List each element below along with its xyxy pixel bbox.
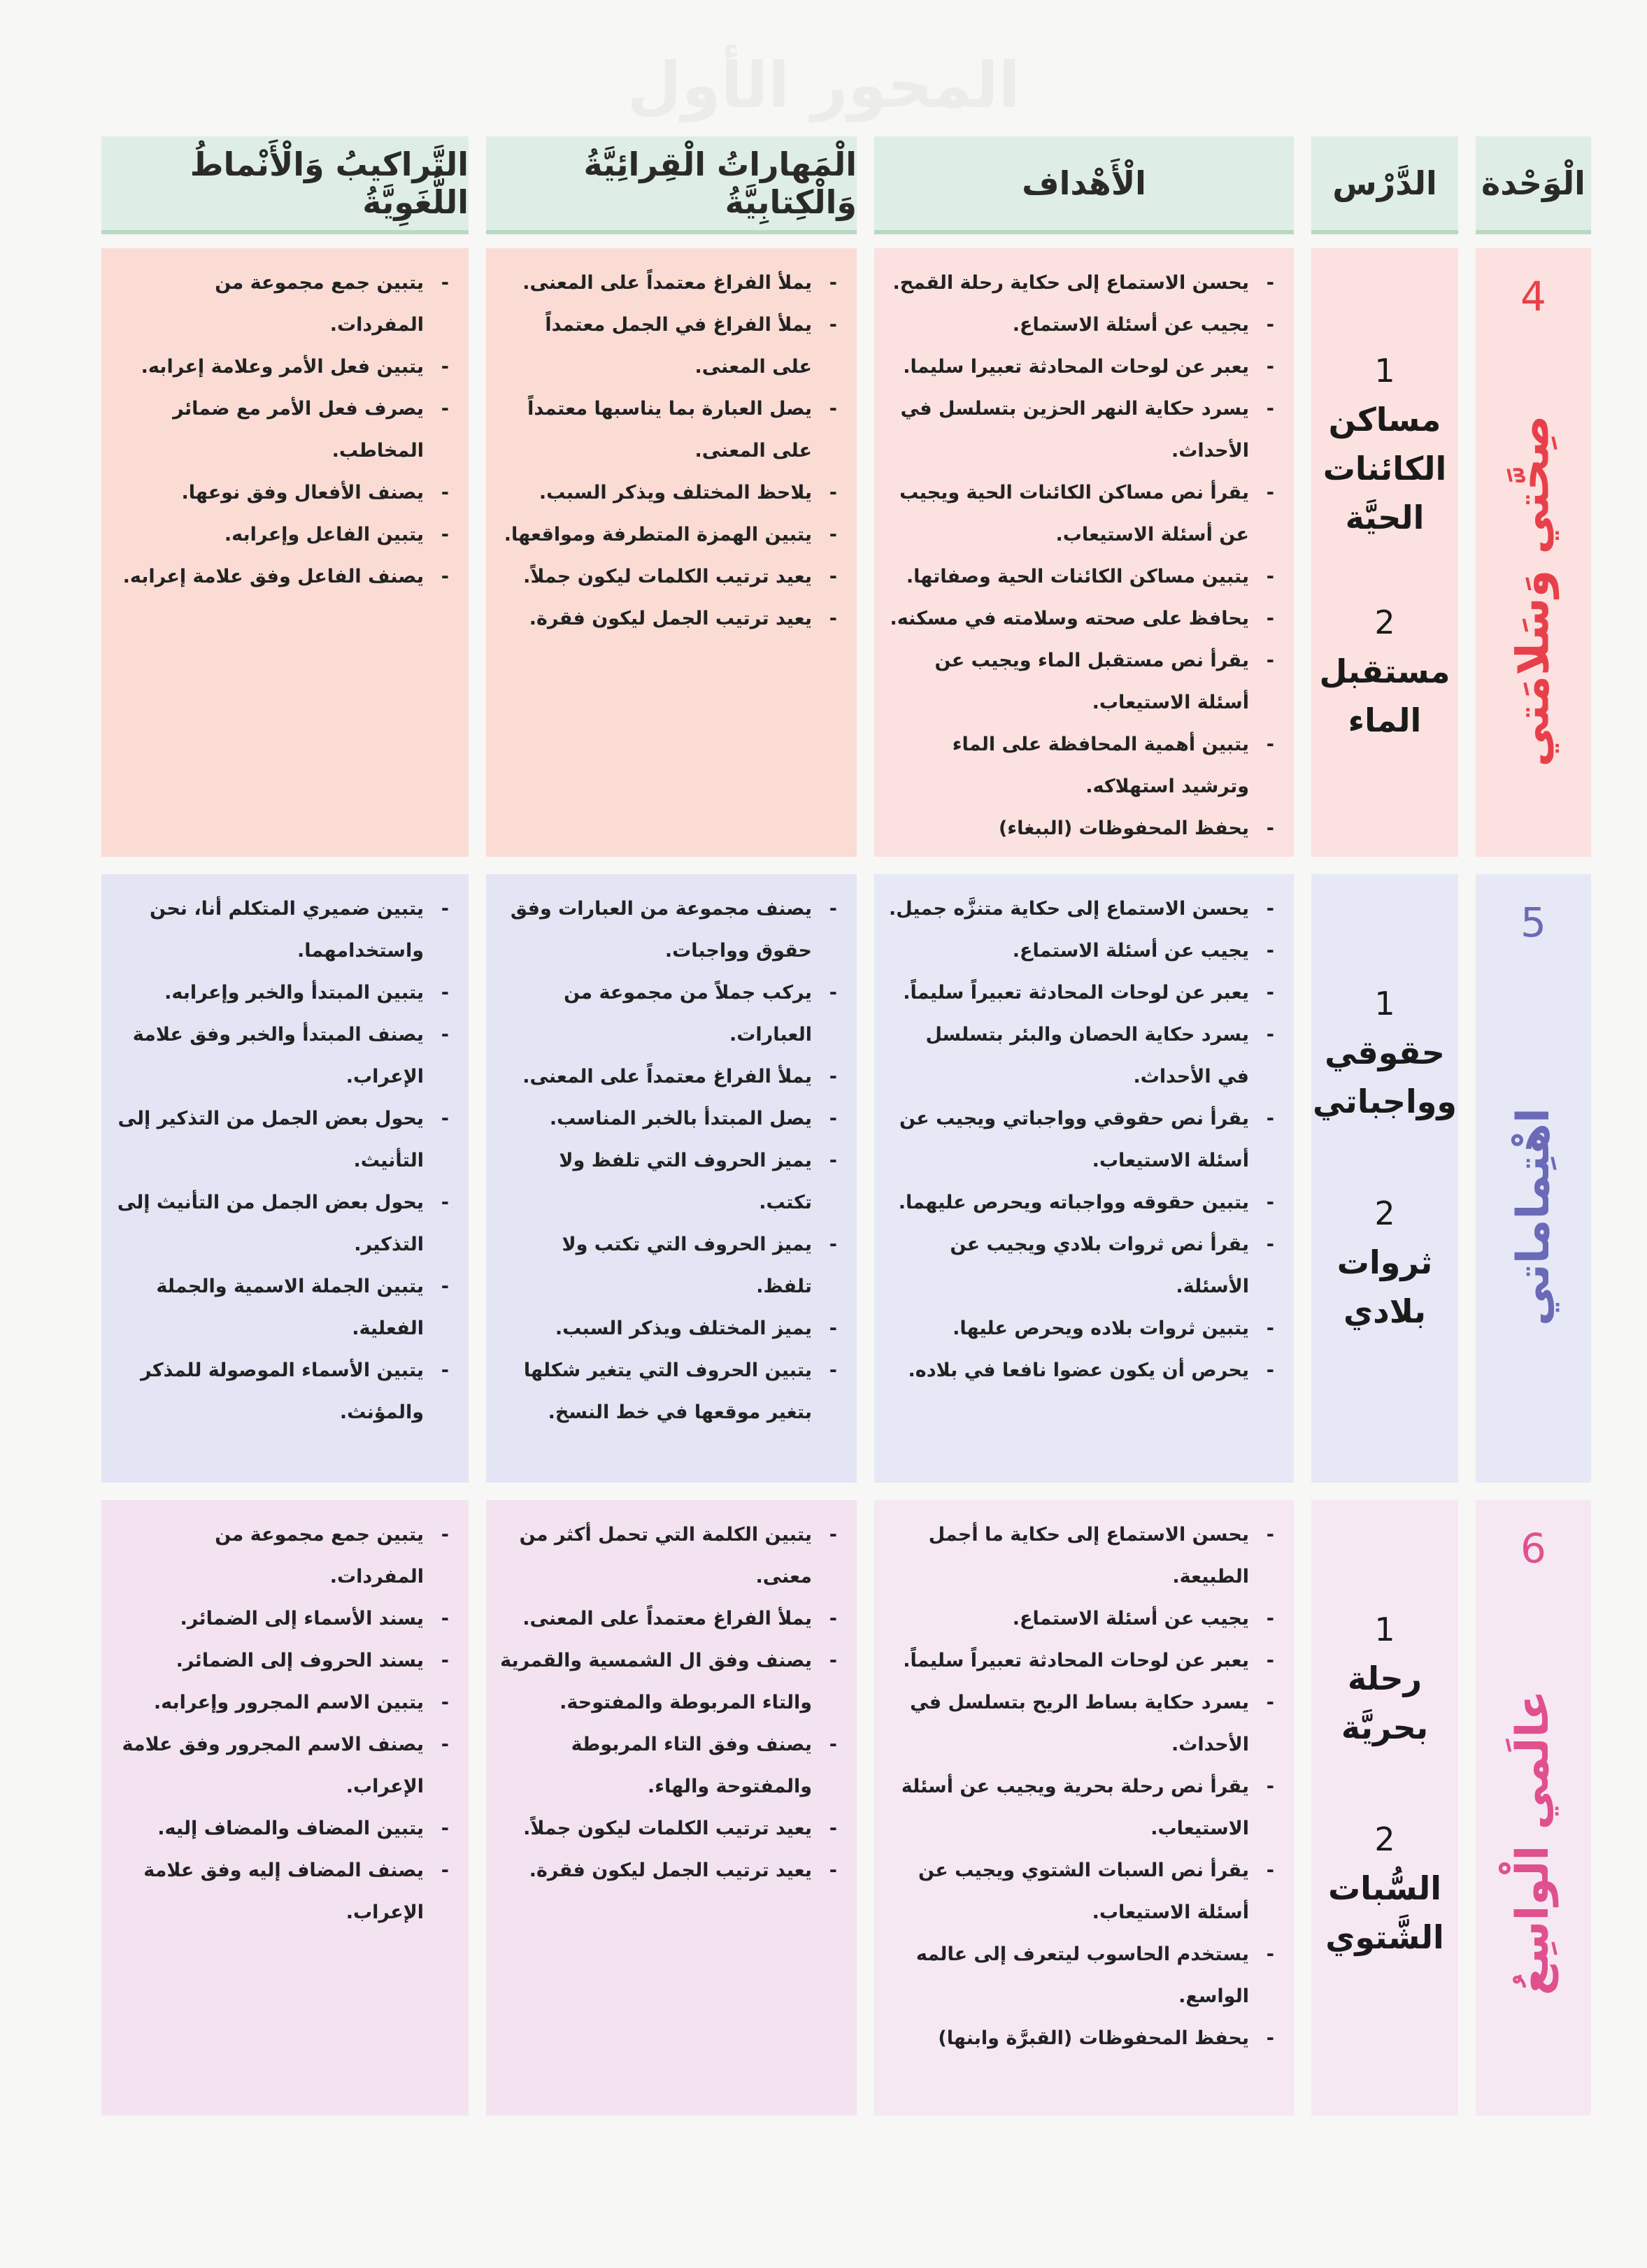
skills-list xyxy=(486,248,857,640)
list-item: - يحول بعض الجمل من التأنيث إلى التذكير. xyxy=(115,1182,449,1266)
list-item: - يملأ الفراغ معتمداً على المعنى. xyxy=(500,262,837,304)
header-skills: الْمَهاراتُ الْقِرائِيَّةُ وَالْكِتابِيَّةُ xyxy=(486,136,857,234)
header-structures: التَّراكيبُ وَالْأَنْماطُ اللُّغَوِيَّةُ xyxy=(101,136,469,234)
list-item: - يتبين الحروف التي يتغير شكلها بتغير موقعها في خط النسخ. xyxy=(500,1350,837,1434)
lesson-number: 2 xyxy=(1374,604,1395,641)
list-item: - يصنف الأفعال وفق نوعها. xyxy=(115,472,449,514)
list-item: - يصل المبتدأ بالخبر المناسب. xyxy=(500,1098,837,1140)
lesson-number: 1 xyxy=(1374,352,1395,390)
lesson-item xyxy=(1311,1605,1458,1752)
lesson-title-line: بلادي xyxy=(1343,1292,1426,1330)
list-item: - يحفظ المحفوظات (الببغاء) xyxy=(888,808,1274,850)
list-item: - يسرد حكاية بساط الريح بتسلسل في الأحداث. xyxy=(888,1682,1274,1766)
list-item: - يملأ الفراغ في الجمل معتمداً على المعنى. xyxy=(500,304,837,388)
lesson-title-line: الشَّتوي xyxy=(1325,1918,1444,1956)
unit-cell xyxy=(1476,1500,1591,2116)
unit-number: 5 xyxy=(1520,899,1546,946)
unit-number: 6 xyxy=(1520,1525,1546,1572)
list-item: - يستخدم الحاسوب ليتعرف إلى عالمه الواسع. xyxy=(888,1934,1274,2018)
list-item: - يجيب عن أسئلة الاستماع. xyxy=(888,930,1274,972)
lesson-item xyxy=(1311,346,1458,542)
list-item: - يتبين الجملة الاسمية والجملة الفعلية. xyxy=(115,1266,449,1350)
lesson-item xyxy=(1311,1815,1458,1962)
list-item: - يصنف الاسم المجرور وفق علامة الإعراب. xyxy=(115,1724,449,1808)
list-item: - يتبين أهمية المحافظة على الماء وترشيد استهلاكه. xyxy=(888,724,1274,808)
list-item: - يصنف الفاعل وفق علامة إعرابه. xyxy=(115,556,449,598)
unit-cell xyxy=(1476,248,1591,857)
structures-list xyxy=(101,874,469,1434)
list-item: - يتبين مساكن الكائنات الحية وصفاتها. xyxy=(888,556,1274,598)
skills-cell xyxy=(486,248,857,857)
goals-cell xyxy=(874,248,1294,857)
lesson-number: 2 xyxy=(1374,1194,1395,1232)
list-item: - يصنف وفق التاء المربوطة والمفتوحة والهاء. xyxy=(500,1724,837,1808)
lesson-number: 1 xyxy=(1374,985,1395,1022)
structures-list xyxy=(101,248,469,598)
list-item: - يصنف المبتدأ والخبر وفق علامة الإعراب. xyxy=(115,1014,449,1098)
list-item: - يقرأ نص مستقبل الماء ويجيب عن أسئلة الاستيعاب. xyxy=(888,640,1274,724)
list-item: - يسند الحروف إلى الضمائر. xyxy=(115,1640,449,1682)
list-item: - يقرأ نص مساكن الكائنات الحية ويجيب عن أسئلة الاستيعاب. xyxy=(888,472,1274,556)
structures-cell xyxy=(101,874,469,1483)
list-item: - يتبين حقوقه وواجباته ويحرص عليهما. xyxy=(888,1182,1274,1224)
list-item: - يميز الحروف التي تلفظ ولا تكتب. xyxy=(500,1140,837,1224)
unit-number: 4 xyxy=(1520,273,1546,320)
skills-cell xyxy=(486,1500,857,2116)
list-item: - يركب جملاً من مجموعة من العبارات. xyxy=(500,972,837,1056)
list-item: - يتبين ضميري المتكلم أنا، نحن واستخدامهما. xyxy=(115,888,449,972)
lesson-item xyxy=(1311,1189,1458,1336)
list-item: - يقرأ نص ثروات بلادي ويجيب عن الأسئلة. xyxy=(888,1224,1274,1308)
list-item: - يصل العبارة بما يناسبها معتمداً على المعنى. xyxy=(500,388,837,472)
lesson-item xyxy=(1311,598,1458,745)
list-item: - يحسن الاستماع إلى حكاية ما أجمل الطبيعة. xyxy=(888,1514,1274,1598)
goals-list xyxy=(874,1500,1294,2060)
structures-list xyxy=(101,1500,469,1934)
list-item: - يجيب عن أسئلة الاستماع. xyxy=(888,304,1274,346)
unit-name: صِحَّتي وَسَلامَتي xyxy=(1507,415,1560,767)
list-item: - يصرف فعل الأمر مع ضمائر المخاطب. xyxy=(115,388,449,472)
lesson-title-line: الكائنات xyxy=(1322,450,1447,487)
list-item: - يحفظ المحفوظات (القبرَّة وابنها) xyxy=(888,2018,1274,2060)
list-item: - يملأ الفراغ معتمداً على المعنى. xyxy=(500,1056,837,1098)
list-item: - يعيد ترتيب الكلمات ليكون جملاً. xyxy=(500,556,837,598)
unit-cell xyxy=(1476,874,1591,1483)
list-item: - يتبين ثروات بلاده ويحرص عليها. xyxy=(888,1308,1274,1350)
list-item: - يصنف المضاف إليه وفق علامة الإعراب. xyxy=(115,1850,449,1934)
list-item: - يسرد حكاية النهر الحزين بتسلسل في الأحداث. xyxy=(888,388,1274,472)
structures-cell xyxy=(101,1500,469,2116)
list-item: - يعبر عن لوحات المحادثة تعبيراً سليماً. xyxy=(888,972,1274,1014)
list-item: - يصنف وفق ال الشمسية والقمرية والتاء المربوطة والمفتوحة. xyxy=(500,1640,837,1724)
list-item: - يعيد ترتيب الكلمات ليكون جملاً. xyxy=(500,1808,837,1850)
lesson-title-line: رحلة xyxy=(1347,1660,1423,1697)
lesson-title-line: وواجباتي xyxy=(1313,1083,1457,1120)
list-item: - يتبين المبتدأ والخبر وإعرابه. xyxy=(115,972,449,1014)
lesson-cell xyxy=(1311,874,1458,1483)
list-item: - يتبين الاسم المجرور وإعرابه. xyxy=(115,1682,449,1724)
unit-name-wrap xyxy=(1476,1619,1591,2067)
goals-cell xyxy=(874,874,1294,1483)
list-item: - يحسن الاستماع إلى حكاية متنزَّه جميل. xyxy=(888,888,1274,930)
list-item: - يتبين الأسماء الموصولة للمذكر والمؤنث. xyxy=(115,1350,449,1434)
list-item: - يقرأ نص السبات الشتوي ويجيب عن أسئلة الاستيعاب. xyxy=(888,1850,1274,1934)
lesson-cell xyxy=(1311,248,1458,857)
list-item: - يلاحظ المختلف ويذكر السبب. xyxy=(500,472,837,514)
list-item: - يميز الحروف التي تكتب ولا تلفظ. xyxy=(500,1224,837,1308)
list-item: - يسرد حكاية الحصان والبئر بتسلسل في الأحداث. xyxy=(888,1014,1274,1098)
unit-name: اهْتِماماتي xyxy=(1507,1108,1560,1326)
list-item: - يجيب عن أسئلة الاستماع. xyxy=(888,1598,1274,1640)
skills-cell xyxy=(486,874,857,1483)
unit-name-wrap xyxy=(1476,367,1591,815)
list-item: - يصنف مجموعة من العبارات وفق حقوق وواجبات. xyxy=(500,888,837,972)
list-item: - يتبين جمع مجموعة من المفردات. xyxy=(115,262,449,346)
header-goals: الْأَهْداف xyxy=(874,136,1294,234)
list-item: - يتبين الكلمة التي تحمل أكثر من معنى. xyxy=(500,1514,837,1598)
lesson-title-line: مساكن xyxy=(1328,401,1441,438)
list-item: - يقرأ نص رحلة بحرية ويجيب عن أسئلة الاستيعاب. xyxy=(888,1766,1274,1850)
goals-list xyxy=(874,874,1294,1392)
lesson-title-line: مستقبل xyxy=(1319,652,1450,690)
goals-cell xyxy=(874,1500,1294,2116)
list-item: - يتبين فعل الأمر وعلامة إعرابه. xyxy=(115,346,449,388)
list-item: - يتبين جمع مجموعة من المفردات. xyxy=(115,1514,449,1598)
list-item: - يتبين الفاعل وإعرابه. xyxy=(115,514,449,556)
list-item: - يقرأ نص حقوقي وواجباتي ويجيب عن أسئلة الاستيعاب. xyxy=(888,1098,1274,1182)
skills-list xyxy=(486,1500,857,1892)
header-lesson: الدَّرْس xyxy=(1311,136,1458,234)
goals-list xyxy=(874,248,1294,850)
lesson-title-line: بحريَّة xyxy=(1341,1709,1429,1746)
lesson-title-line: الماء xyxy=(1348,701,1422,739)
lesson-cell xyxy=(1311,1500,1458,2116)
list-item: - يعبر عن لوحات المحادثة تعبيرا سليما. xyxy=(888,346,1274,388)
lesson-title-line: ثروات xyxy=(1336,1243,1433,1281)
list-item: - يميز المختلف ويذكر السبب. xyxy=(500,1308,837,1350)
list-item: - يتبين المضاف والمضاف إليه. xyxy=(115,1808,449,1850)
list-item: - يعبر عن لوحات المحادثة تعبيراً سليماً. xyxy=(888,1640,1274,1682)
unit-name-wrap xyxy=(1476,993,1591,1441)
lesson-number: 2 xyxy=(1374,1820,1395,1858)
unit-name: عالَمي الْواسِعُ xyxy=(1507,1690,1560,1996)
background-title: المحور الأول xyxy=(627,49,1020,122)
lesson-item xyxy=(1311,979,1458,1126)
lesson-title-line: الحيَّة xyxy=(1345,499,1425,536)
list-item: - يعيد ترتيب الجمل ليكون فقرة. xyxy=(500,1850,837,1892)
list-item: - يتبين الهمزة المتطرفة ومواقعها. xyxy=(500,514,837,556)
list-item: - يحرص أن يكون عضوا نافعا في بلاده. xyxy=(888,1350,1274,1392)
structures-cell xyxy=(101,248,469,857)
skills-list xyxy=(486,874,857,1434)
list-item: - يسند الأسماء إلى الضمائر. xyxy=(115,1598,449,1640)
lesson-title-line: السُّبات xyxy=(1327,1869,1442,1907)
list-item: - يحول بعض الجمل من التذكير إلى التأنيث. xyxy=(115,1098,449,1182)
lesson-number: 1 xyxy=(1374,1611,1395,1648)
list-item: - يحافظ على صحته وسلامته في مسكنه. xyxy=(888,598,1274,640)
list-item: - يملأ الفراغ معتمداً على المعنى. xyxy=(500,1598,837,1640)
header-unit: الْوَحْدة xyxy=(1476,136,1591,234)
list-item: - يعيد ترتيب الجمل ليكون فقرة. xyxy=(500,598,837,640)
curriculum-table xyxy=(101,136,1591,2116)
list-item: - يحسن الاستماع إلى حكاية رحلة القمح. xyxy=(888,262,1274,304)
lesson-title-line: حقوقي xyxy=(1325,1034,1445,1071)
